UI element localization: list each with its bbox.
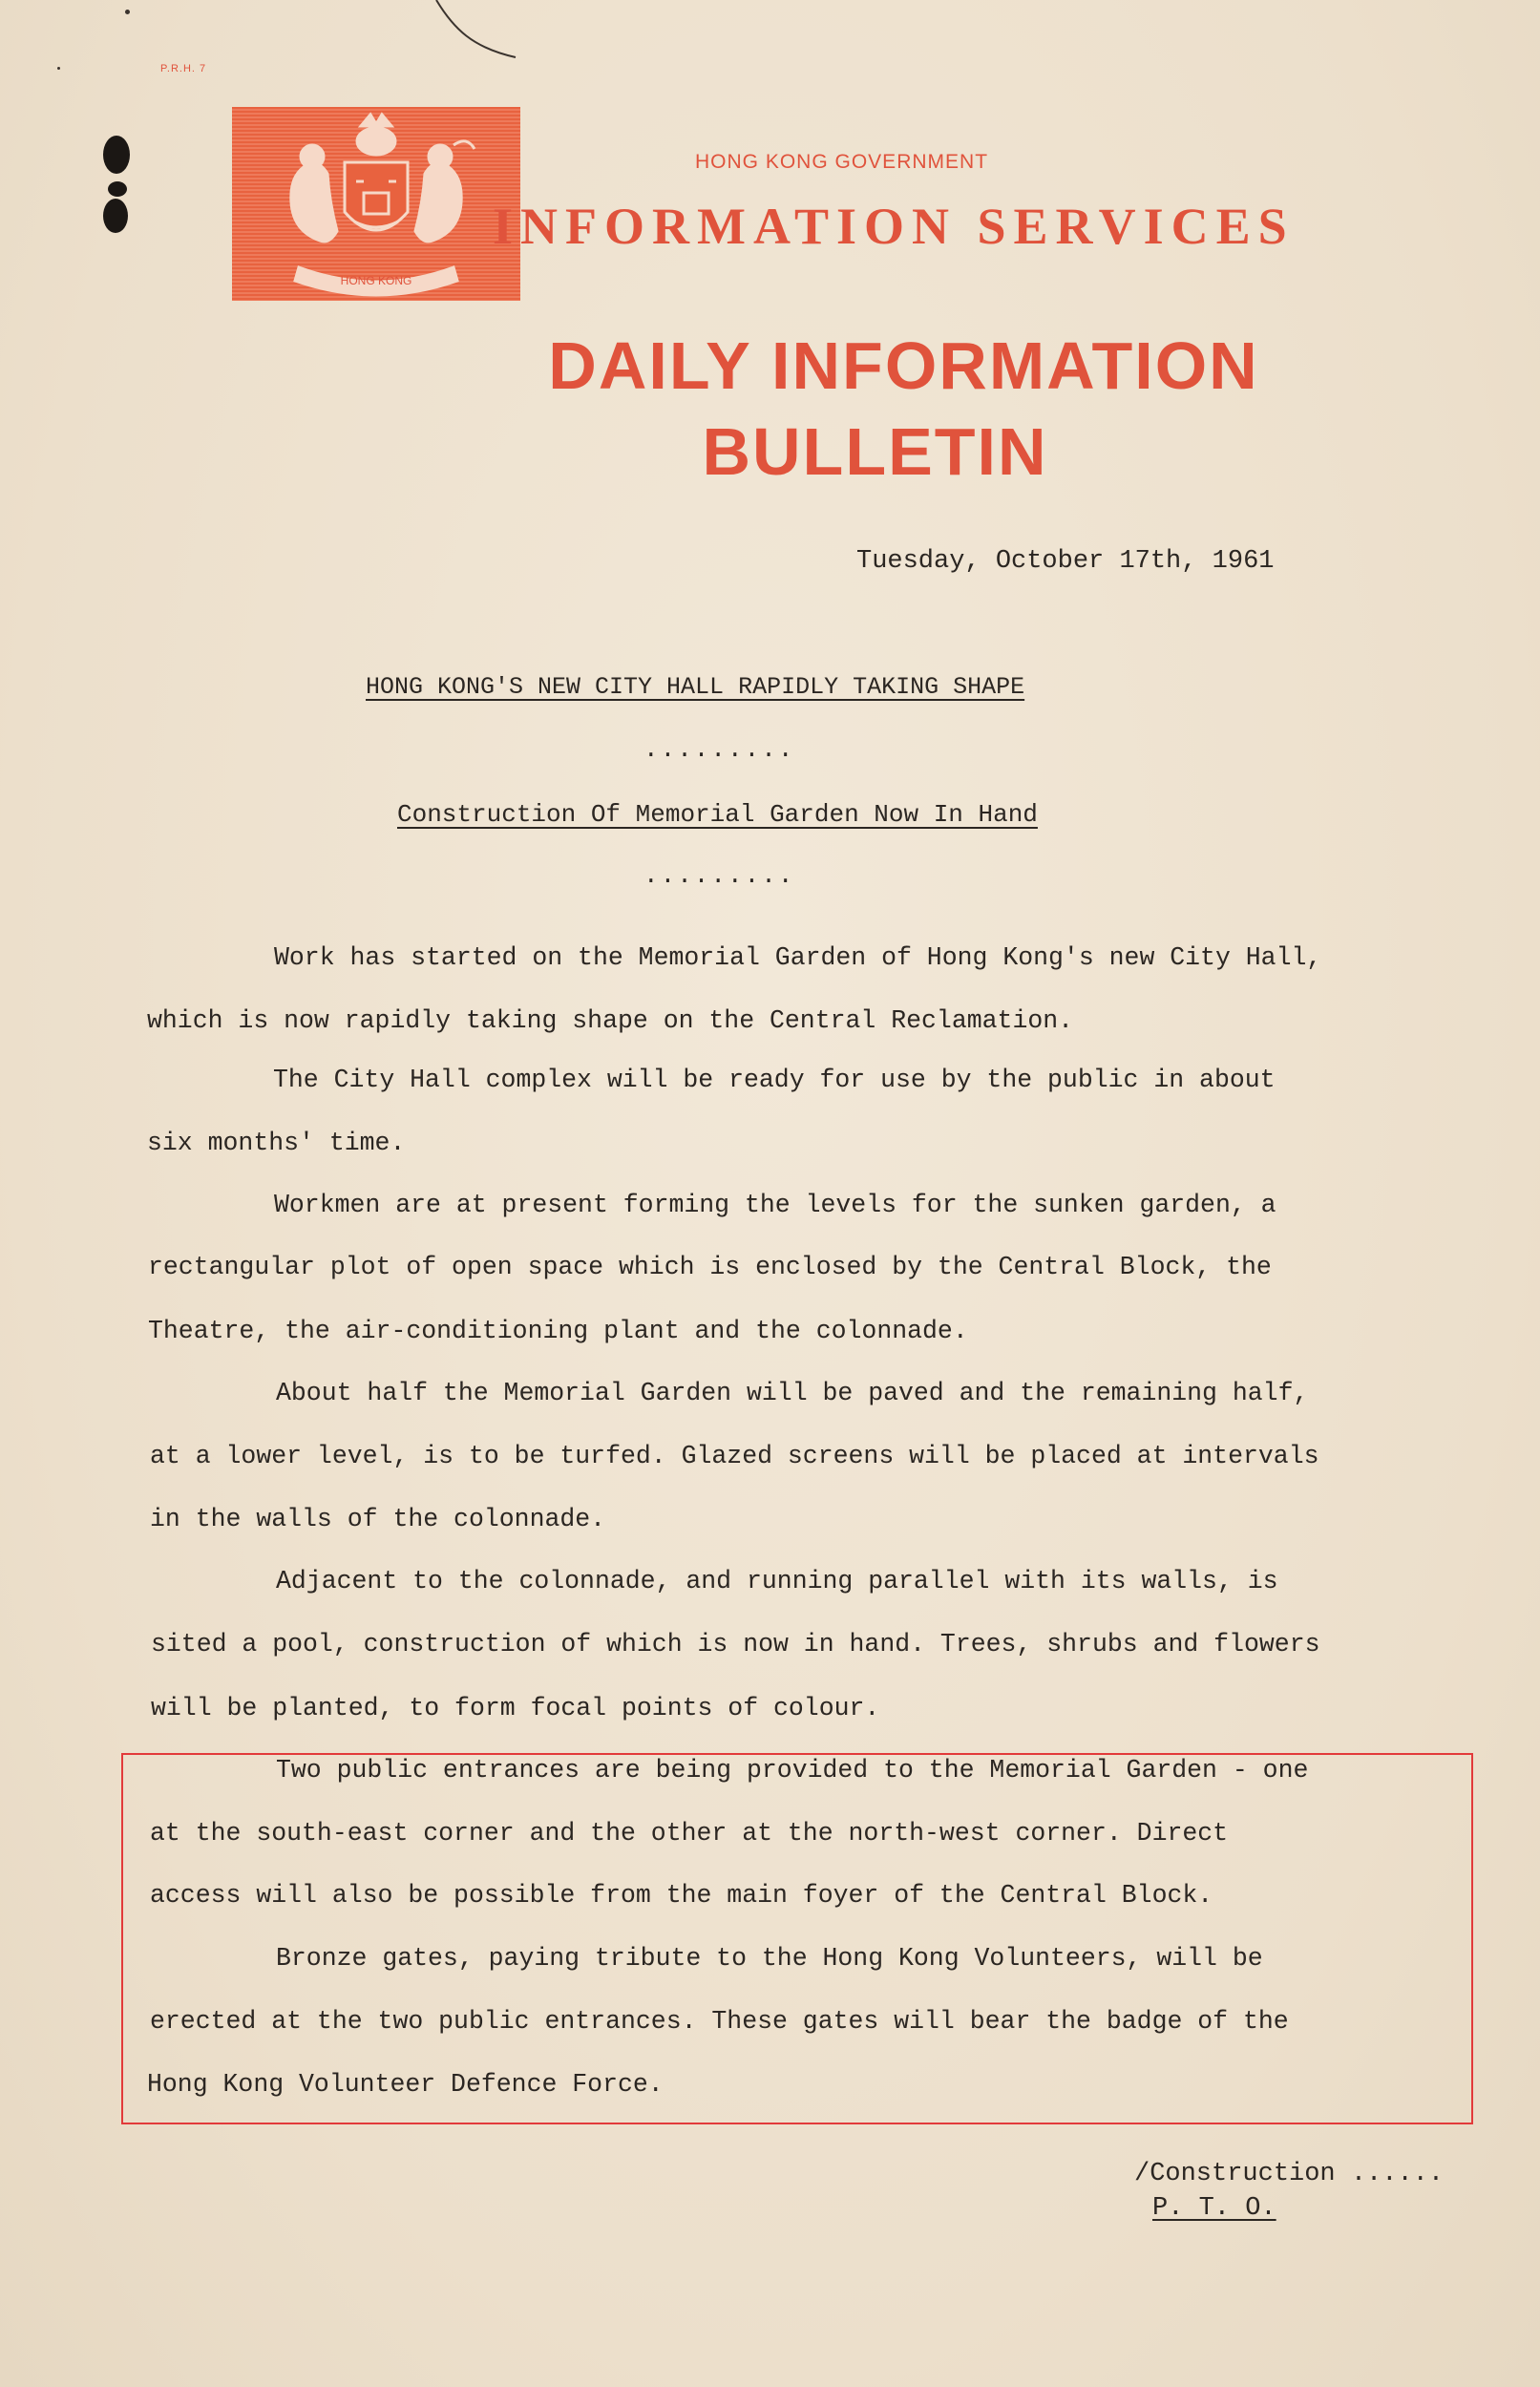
highlight-annotation-box [121, 1753, 1473, 2124]
body-line: access will also be possible from the main foyer of the Central Block. [150, 1881, 1213, 1910]
paper-speck [57, 67, 60, 70]
bulletin-date: Tuesday, October 17th, 1961 [856, 547, 1275, 576]
ink-blot-mark [101, 134, 132, 239]
separator-dots: ......... [643, 861, 795, 890]
headline: HONG KONG'S NEW CITY HALL RAPIDLY TAKING SHAPE [366, 673, 1025, 701]
body-line: erected at the two public entrances. These gates will bear the badge of the [150, 2007, 1289, 2036]
continuation-note: /Construction ...... [1134, 2160, 1445, 2188]
form-code: P.R.H. 7 [160, 63, 207, 74]
body-line: six months' time. [147, 1129, 406, 1157]
body-line: Workmen are at present forming the levels for the sunken garden, a [274, 1191, 1276, 1219]
body-line: Two public entrances are being provided to the Memorial Garden - one [276, 1756, 1309, 1785]
please-turn-over: P. T. O. [1152, 2194, 1276, 2223]
government-label: HONG KONG GOVERNMENT [695, 151, 989, 173]
body-line: will be planted, to form focal points of colour. [151, 1694, 880, 1722]
paper-speck [125, 10, 130, 14]
coat-of-arms-icon [232, 107, 520, 301]
separator-dots: ......... [643, 735, 795, 764]
body-line: Theatre, the air-conditioning plant and the colonnade. [148, 1317, 968, 1345]
body-line: in the walls of the colonnade. [150, 1505, 606, 1533]
body-line: which is now rapidly taking shape on the Central Reclamation. [147, 1006, 1074, 1035]
body-line: About half the Memorial Garden will be paved and the remaining half, [276, 1379, 1309, 1407]
body-line: Work has started on the Memorial Garden of Hong Kong's new City Hall, [274, 943, 1322, 972]
subheadline: Construction Of Memorial Garden Now In Hand [397, 800, 1038, 829]
body-line: The City Hall complex will be ready for use by the public in about [273, 1066, 1276, 1094]
letterhead-crest [232, 107, 520, 301]
body-line: at the south-east corner and the other at the north-west corner. Direct [150, 1819, 1229, 1848]
body-line: rectangular plot of open space which is enclosed by the Central Block, the [148, 1253, 1272, 1281]
bulletin-title-line1: DAILY INFORMATION [548, 328, 1259, 403]
body-line: sited a pool, construction of which is now in hand. Trees, shrubs and flowers [151, 1630, 1320, 1658]
paper-scratch [434, 0, 520, 67]
body-line: Adjacent to the colonnade, and running parallel with its walls, is [276, 1567, 1278, 1595]
body-line: Hong Kong Volunteer Defence Force. [147, 2070, 664, 2099]
body-line: Bronze gates, paying tribute to the Hong Kong Volunteers, will be [276, 1944, 1263, 1973]
bulletin-title-line2: BULLETIN [702, 414, 1048, 489]
crest-motto: HONG KONG [340, 274, 412, 287]
department-title: INFORMATION SERVICES [493, 198, 1295, 255]
body-line: at a lower level, is to be turfed. Glazed screens will be placed at intervals [150, 1442, 1319, 1470]
